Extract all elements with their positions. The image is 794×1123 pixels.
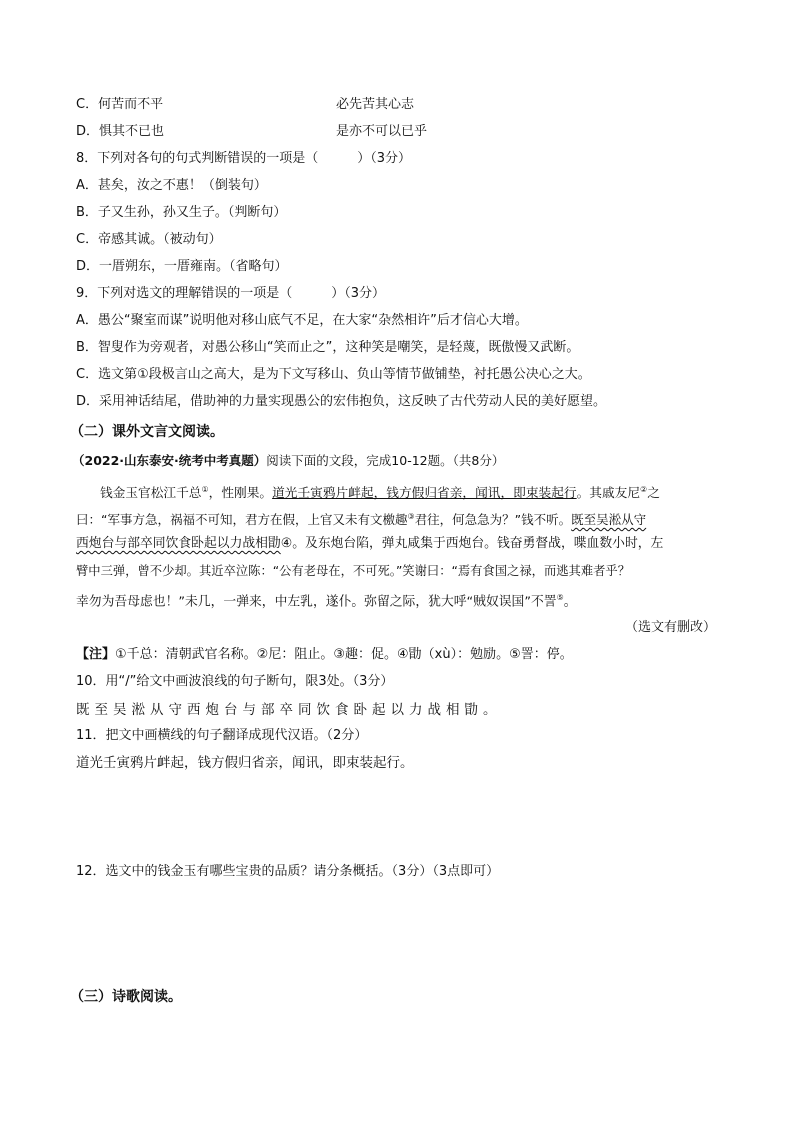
q8-option-d: D．一厝朔东，一厝雍南。（省略句） — [76, 259, 288, 274]
passage-text: 。其戚友尼 — [576, 485, 641, 501]
section3-heading: （三）诗歌阅读。 — [70, 989, 182, 1005]
annotations-label: 【注】 — [76, 647, 116, 662]
wavy-sentence-part-2: 西炮台与部卒同饮食卧起以力战相勖 — [76, 536, 281, 551]
passage-text: ④。及东炮台陷，弹丸咸集于西炮台。钱奋勇督战，喋血数小时，左 — [280, 536, 664, 551]
q9-option-c: C．选文第①段极言山之高大，是为下文写移山、负山等情节做铺垫，衬托愚公决心之大。 — [76, 367, 591, 382]
passage-line-2 — [76, 508, 646, 529]
q11-text: 道光壬寅鸦片衅起，钱方假归省亲，闻讯，即束装起行。 — [76, 755, 414, 771]
q9-option-d: D．采用神话结尾，借助神的力量实现愚公的宏伟抱负，这反映了古代劳动人民的美好愿望。 — [76, 394, 607, 409]
q7-option-d-right: 是亦不可以已乎 — [336, 124, 428, 139]
q7-option-c-left: C．何苦而不平 — [76, 97, 164, 112]
passage-text: 。 — [563, 594, 577, 610]
passage-source — [72, 452, 504, 470]
q8-option-a: A．甚矣，汝之不惠！（倒装句） — [76, 178, 267, 193]
q8-option-b: B．子又生孙，孙又生子。（判断句） — [76, 205, 287, 220]
q9-option-b: B．智叟作为旁观者，对愚公移山“笑而止之”，这种笑是嘲笑，是轻蔑，既傲慢又武断。 — [76, 340, 580, 355]
footnote-ref-2: ② — [640, 485, 648, 494]
q8-stem: 8．下列对各句的句式判断错误的一项是（ ）（3分） — [76, 151, 412, 166]
passage-line-4: 臂中三弹，曾不少却。其近卒泣陈：“公有老母在，不可死。”笑谢曰：“焉有食国之禄，而逃其难者乎？ — [76, 564, 631, 578]
q9-stem: 9．下列对选文的理解错误的一项是（ ）（3分） — [76, 286, 386, 301]
q10-text: 既至吴淞从守西炮台与部卒同饮食卧起以力战相勖。 — [76, 702, 502, 718]
annotations-text: ①千总：清朝武官名称。②尼：阻止。③趣：促。④勖（xù）：勉励。⑤詈：停。 — [115, 647, 573, 662]
passage-text: 幸勿为吾母虑也！”未几，一弹来，中左乳，遂仆。弥留之际，犹大呼“贼奴误国”不詈 — [76, 594, 557, 610]
underlined-sentence: 道光壬寅鸦片衅起，钱方假归省亲，闻讯，即束装起行 — [272, 485, 577, 501]
q11-stem: 11．把文中画横线的句子翻译成现代汉语。（2分） — [76, 728, 368, 743]
passage-source-instruction: 阅读下面的文段，完成10-12题。（共8分） — [266, 453, 505, 468]
q9-option-a: A．愚公“聚室而谋”说明他对移山底气不足，在大家“杂然相许”后才信心大增。 — [76, 313, 528, 328]
q8-option-c: C．帝感其诚。（被动句） — [76, 232, 222, 247]
passage-text: 曰：“军事方急，祸福不可知，君方在假，上官又未有文檄趣 — [76, 512, 408, 528]
passage-annotations — [76, 646, 573, 664]
wavy-sentence-part-1: 既至吴淞从守 — [571, 512, 647, 528]
passage-source-tag: （2022·山东泰安·统考中考真题） — [72, 453, 267, 468]
passage-text: 君往，何急急为？”钱不听。 — [414, 512, 572, 528]
q12-stem: 12．选文中的钱金玉有哪些宝贵的品质？请分条概括。（3分）（3点即可） — [76, 864, 500, 879]
section2-heading: （二）课外文言文阅读。 — [70, 424, 224, 440]
q10-stem: 10．用“/”给文中画波浪线的句子断句，限3处。（3分） — [76, 674, 394, 689]
q7-option-c — [76, 96, 415, 114]
passage-note-right: （选文有删改） — [624, 620, 716, 635]
passage-line-5 — [76, 589, 577, 611]
q7-option-d — [76, 123, 428, 141]
footnote-ref-3: ③ — [407, 512, 415, 521]
passage-line-1 — [100, 481, 660, 502]
passage-text: 之 — [647, 485, 660, 501]
footnote-ref-5: ⑤ — [556, 593, 564, 602]
passage-text: 钱金玉官松江千总 — [100, 485, 202, 501]
q7-option-c-right: 必先苦其心志 — [336, 97, 415, 112]
footnote-ref-1: ① — [201, 485, 209, 494]
passage-line-3 — [76, 535, 663, 553]
passage-text: ，性刚果。 — [208, 485, 273, 501]
q7-option-d-left: D．惧其不已也 — [76, 124, 165, 139]
